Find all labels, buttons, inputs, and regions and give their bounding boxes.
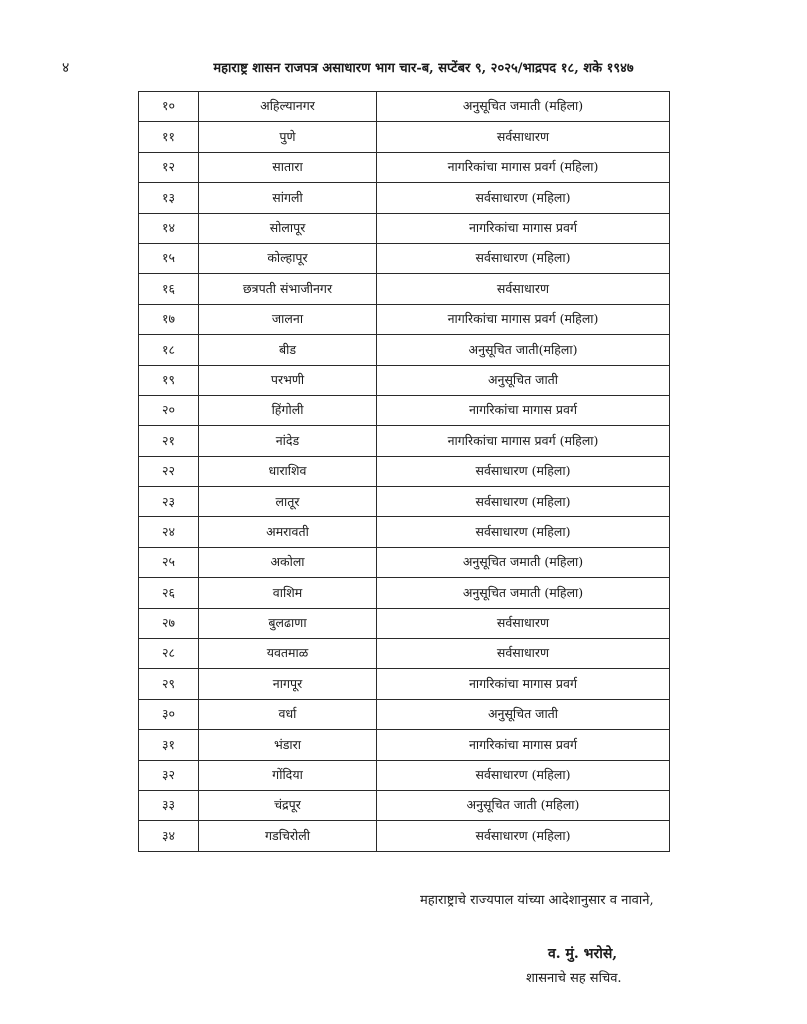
serial-number-cell: ३३: [139, 790, 199, 820]
reservation-category-cell: अनुसूचित जाती: [377, 699, 670, 729]
reservation-category-cell: सर्वसाधारण (महिला): [377, 487, 670, 517]
serial-number-cell: १९: [139, 365, 199, 395]
table-row: [139, 821, 670, 851]
table-row: [139, 456, 670, 486]
table-row: [139, 304, 670, 334]
serial-number-cell: ३१: [139, 730, 199, 760]
table-row: [139, 639, 670, 669]
reservation-category-cell: अनुसूचित जाती(महिला): [377, 335, 670, 365]
serial-number-cell: १८: [139, 335, 199, 365]
table-row: [139, 608, 670, 638]
reservation-category-cell: सर्वसाधारण (महिला): [377, 821, 670, 851]
serial-number-cell: १७: [139, 304, 199, 334]
serial-number-cell: १०: [139, 92, 199, 122]
district-name-cell: बुलढाणा: [199, 608, 377, 638]
serial-number-cell: २५: [139, 547, 199, 577]
table-row: [139, 183, 670, 213]
serial-number-cell: १५: [139, 243, 199, 273]
reservation-category-cell: सर्वसाधारण (महिला): [377, 517, 670, 547]
district-name-cell: अमरावती: [199, 517, 377, 547]
reservation-category-cell: नागरिकांचा मागास प्रवर्ग: [377, 730, 670, 760]
table-row: [139, 122, 670, 152]
serial-number-cell: ११: [139, 122, 199, 152]
district-name-cell: नांदेड: [199, 426, 377, 456]
reservation-category-cell: अनुसूचित जाती: [377, 365, 670, 395]
serial-number-cell: ३२: [139, 760, 199, 790]
reservation-table: [138, 91, 670, 852]
table-row: [139, 790, 670, 820]
signatory-title: शासनाचे सह सचिव.: [526, 971, 622, 986]
district-name-cell: छत्रपती संभाजीनगर: [199, 274, 377, 304]
district-name-cell: यवतमाळ: [199, 639, 377, 669]
reservation-table-body: [139, 92, 670, 852]
reservation-category-cell: सर्वसाधारण: [377, 274, 670, 304]
serial-number-cell: २०: [139, 395, 199, 425]
district-name-cell: हिंगोली: [199, 395, 377, 425]
district-name-cell: सांगली: [199, 183, 377, 213]
table-row: [139, 699, 670, 729]
reservation-category-cell: नागरिकांचा मागास प्रवर्ग (महिला): [377, 426, 670, 456]
district-name-cell: सोलापूर: [199, 213, 377, 243]
page-number: ४: [62, 60, 70, 76]
district-name-cell: वाशिम: [199, 578, 377, 608]
reservation-category-cell: सर्वसाधारण: [377, 122, 670, 152]
reservation-category-cell: सर्वसाधारण (महिला): [377, 456, 670, 486]
reservation-category-cell: अनुसूचित जमाती (महिला): [377, 547, 670, 577]
table-row: [139, 730, 670, 760]
district-name-cell: चंद्रपूर: [199, 790, 377, 820]
table-row: [139, 578, 670, 608]
district-name-cell: गोंदिया: [199, 760, 377, 790]
table-row: [139, 669, 670, 699]
district-name-cell: धाराशिव: [199, 456, 377, 486]
table-row: [139, 152, 670, 182]
table-row: [139, 487, 670, 517]
district-name-cell: सातारा: [199, 152, 377, 182]
table-row: [139, 243, 670, 273]
reservation-category-cell: अनुसूचित जमाती (महिला): [377, 92, 670, 122]
district-name-cell: वर्धा: [199, 699, 377, 729]
district-name-cell: अकोला: [199, 547, 377, 577]
reservation-category-cell: सर्वसाधारण (महिला): [377, 243, 670, 273]
reservation-category-cell: नागरिकांचा मागास प्रवर्ग: [377, 669, 670, 699]
district-name-cell: लातूर: [199, 487, 377, 517]
serial-number-cell: १४: [139, 213, 199, 243]
serial-number-cell: २९: [139, 669, 199, 699]
table-row: [139, 365, 670, 395]
signoff-line: महाराष्ट्राचे राज्यपाल यांच्या आदेशानुसार व नावाने,: [420, 893, 654, 908]
table-row: [139, 335, 670, 365]
serial-number-cell: ३४: [139, 821, 199, 851]
serial-number-cell: १२: [139, 152, 199, 182]
serial-number-cell: २३: [139, 487, 199, 517]
table-row: [139, 426, 670, 456]
table-row: [139, 92, 670, 122]
reservation-category-cell: नागरिकांचा मागास प्रवर्ग: [377, 213, 670, 243]
table-row: [139, 760, 670, 790]
district-name-cell: अहिल्यानगर: [199, 92, 377, 122]
table-row: [139, 395, 670, 425]
signatory-name: व. मुं. भरोसे,: [548, 946, 618, 962]
table-row: [139, 547, 670, 577]
table-row: [139, 213, 670, 243]
district-name-cell: गडचिरोली: [199, 821, 377, 851]
reservation-category-cell: नागरिकांचा मागास प्रवर्ग (महिला): [377, 304, 670, 334]
district-name-cell: नागपूर: [199, 669, 377, 699]
reservation-category-cell: सर्वसाधारण: [377, 608, 670, 638]
serial-number-cell: २७: [139, 608, 199, 638]
reservation-category-cell: सर्वसाधारण (महिला): [377, 183, 670, 213]
gazette-header: महाराष्ट्र शासन राजपत्र असाधारण भाग चार-ब, सप्टेंबर ९, २०२५/भाद्रपद १८, शके १९४७: [213, 61, 634, 76]
district-name-cell: जालना: [199, 304, 377, 334]
table-row: [139, 517, 670, 547]
serial-number-cell: ३०: [139, 699, 199, 729]
district-name-cell: बीड: [199, 335, 377, 365]
table-row: [139, 274, 670, 304]
reservation-category-cell: सर्वसाधारण: [377, 639, 670, 669]
serial-number-cell: २८: [139, 639, 199, 669]
reservation-category-cell: नागरिकांचा मागास प्रवर्ग: [377, 395, 670, 425]
serial-number-cell: १६: [139, 274, 199, 304]
serial-number-cell: १३: [139, 183, 199, 213]
reservation-category-cell: सर्वसाधारण (महिला): [377, 760, 670, 790]
district-name-cell: पुणे: [199, 122, 377, 152]
district-name-cell: भंडारा: [199, 730, 377, 760]
serial-number-cell: २६: [139, 578, 199, 608]
serial-number-cell: २२: [139, 456, 199, 486]
reservation-category-cell: अनुसूचित जमाती (महिला): [377, 578, 670, 608]
serial-number-cell: २१: [139, 426, 199, 456]
reservation-category-cell: अनुसूचित जाती (महिला): [377, 790, 670, 820]
district-name-cell: परभणी: [199, 365, 377, 395]
district-name-cell: कोल्हापूर: [199, 243, 377, 273]
reservation-category-cell: नागरिकांचा मागास प्रवर्ग (महिला): [377, 152, 670, 182]
serial-number-cell: २४: [139, 517, 199, 547]
